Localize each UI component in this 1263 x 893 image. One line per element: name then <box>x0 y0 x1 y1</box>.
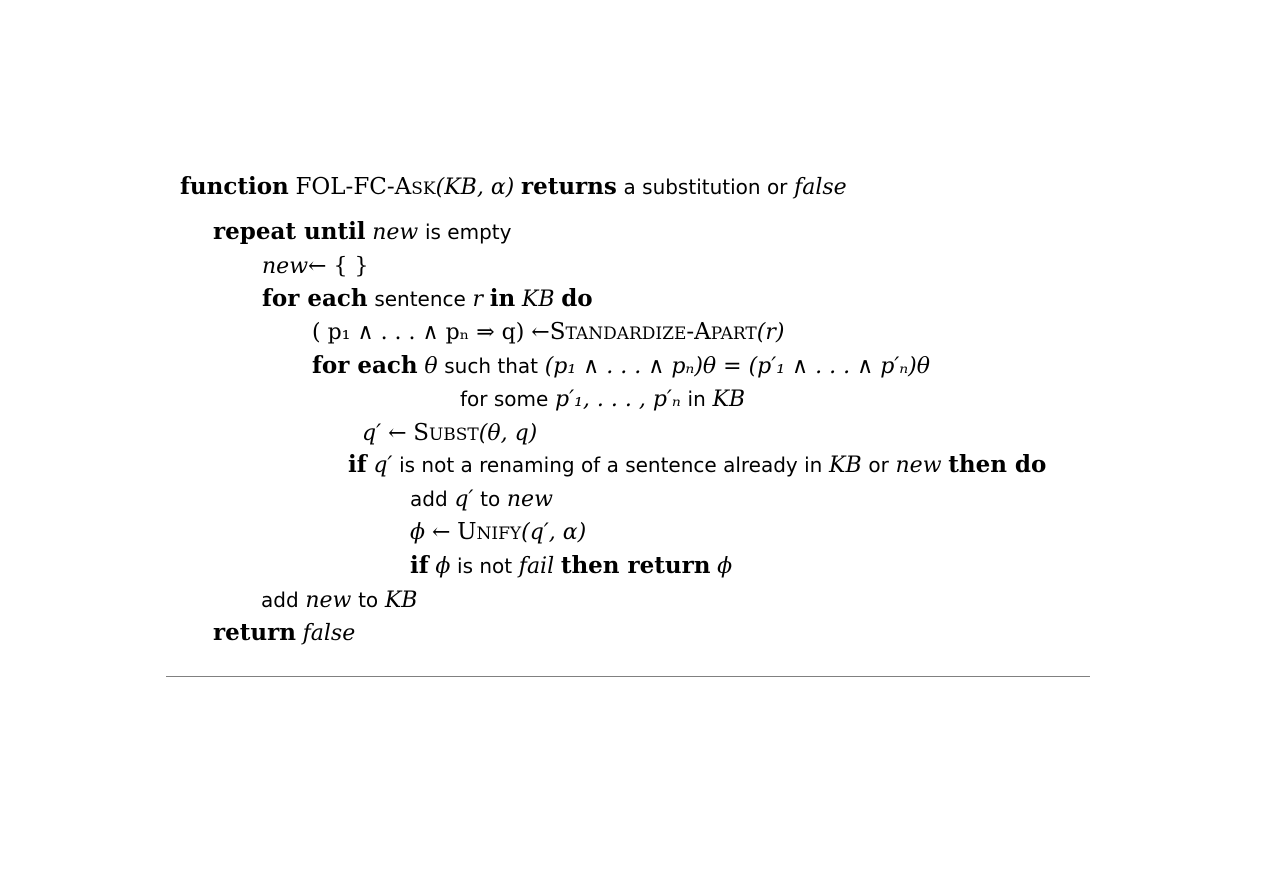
for-some-line: for some p′₁, . . . , p′ₙ in KB <box>460 387 746 412</box>
new-assign-line: new← { } <box>262 254 369 279</box>
add-q-line: add q′ to new <box>410 487 553 512</box>
keyword-function: function <box>180 173 289 200</box>
return-false-line: return false <box>213 619 356 646</box>
add-new-line: add new to KB <box>261 588 418 613</box>
function-params: (KB, α) <box>435 175 515 200</box>
unify-line: ϕ ← UNIFY(q′, α) <box>410 519 587 545</box>
standardize-line: ( p₁ ∧ . . . ∧ pₙ ⇒ q) ←STANDARDIZE-APART(r) <box>312 319 785 345</box>
function-name: FOL-FC-ASK <box>295 174 436 200</box>
if-renaming-line: if q′ is not a renaming of a sentence already in KB or new then do <box>348 451 1047 478</box>
function-header <box>180 172 847 204</box>
divider-rule <box>166 676 1090 677</box>
subst-line: q′ ← SUBST(θ, q) <box>362 420 538 446</box>
return-description: a substitution or <box>623 175 788 199</box>
repeat-line: repeat until new is empty <box>213 218 512 245</box>
if-fail-line: if ϕ is not fail then return ϕ <box>410 552 733 579</box>
for-each-theta-line: for each θ such that (p₁ ∧ . . . ∧ pₙ)θ = (p′₁ ∧ . . . ∧ p′ₙ)θ <box>312 352 931 379</box>
keyword-returns: returns <box>520 173 617 200</box>
for-each-sentence-line: for each sentence r in KB do <box>262 285 593 312</box>
return-false-value: false <box>794 175 847 200</box>
